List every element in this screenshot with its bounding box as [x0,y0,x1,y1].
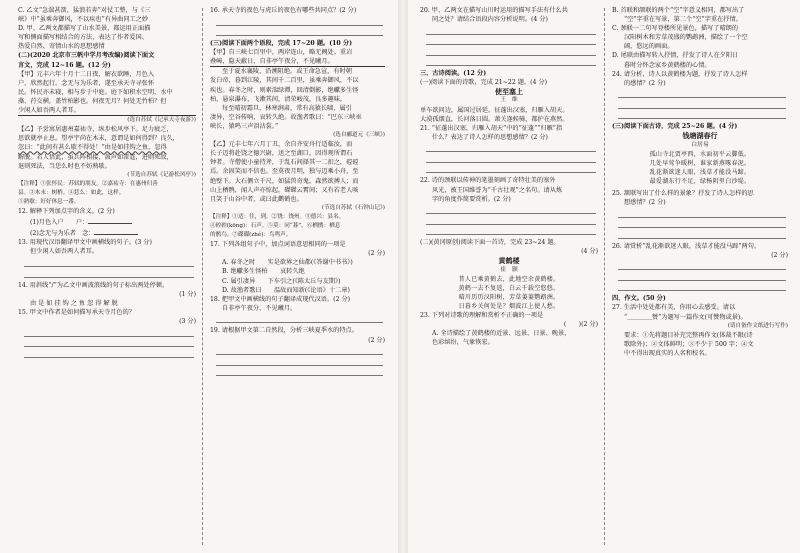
text-line: 每至晴初霜旦，林寒涧肃，常有高猿长啸，属引 [222,104,352,112]
column-divider [202,8,203,545]
poem-author: 王 维 [500,97,518,104]
text-line: 疾也。春冬之时，则素湍绿潭，回清倒影，绝巘多生怪 [210,86,359,94]
answer-line[interactable] [426,214,596,225]
answer-line[interactable] [426,152,596,163]
option-cont: 阔、悠远的画面。 [624,43,674,51]
question-14: 14. 用斜线“/”为乙文中画波浪线的句子标出两处停顿。 [18,281,169,289]
underlined-sentence: 叠嶂，隐天蔽日，自非亭午夜分，不见曦月。 [210,57,385,67]
underlined-sentence: 少闲人如吾两人者耳。 [18,106,196,116]
text-line: 且笑于山谷中者，或曰此鹳鹤也。 [210,195,303,203]
source-note: (选自苏轼《记承天寺夜游》) [127,117,196,124]
score: (2 分) [368,250,385,258]
answer-line[interactable] [426,45,596,56]
poem-title: 钱塘湖春行 [682,131,718,141]
answer-blank[interactable] [88,216,132,224]
question-26: 26. 请赏析“乱花渐欲迷人眼，浅草才能没马蹄”两句。 [612,242,761,250]
text-line: 发白帝，暮到江陵，其间千二百里，虽乘奔御风，不以 [210,77,359,85]
source-note: (选自郦道元《三峡》) [333,132,385,139]
poem-title: 黄鹤楼 [498,256,520,266]
question-item: (2)念无与为乐者 念： [18,227,196,238]
question-27-cont: “＿＿＿＿赞”为题写一篇作文(可赞物或景)。 [624,313,747,321]
answer-line[interactable] [618,218,786,229]
requirements: 歌除外)；②文体鲜明；③不少于 500 字；④文 [624,340,754,348]
column-3 [420,6,598,547]
question-item: (1)月色入户 户： [18,216,196,227]
text-line: 至于夏水襄陵，沿溯阻绝。或王命急宣，有时朝 [222,68,352,76]
text-line: 退则死法，当恁么时也不妨熟歇。 [18,162,111,170]
answer-line[interactable] [426,142,596,153]
answer-line[interactable] [216,15,383,26]
annotation: 县。③木末：树梢。④恁么：如此，这样。 [18,189,125,196]
requirements: 中不得出现真实的人名和校名。 [624,349,711,357]
score: (2 分) [368,336,385,344]
text-line: 【甲】自三峡七百里中，两岸连山，略无阙处。重岩 [210,49,353,57]
text-line: 【乙】元丰七年六月丁丑，余自齐安舟行适临汝，而 [210,141,353,149]
answer-line[interactable] [216,26,383,37]
poem-line: 昔人已乘黄鹤去，此地空余黄鹤楼。 [458,275,560,283]
option-c[interactable]: C. 属引凄异 下车引之(《陈太丘与友期》) [222,277,341,285]
text-line: 山上栖鹘，闻人声亦惊起，磔磔云霄间；又有若老人咳 [210,186,359,194]
answer-line[interactable] [426,163,596,174]
poem-line: 黄鹤一去不复返，白云千载空悠悠。 [458,284,560,292]
score: ( )(2 分) [563,321,598,329]
answer-line[interactable] [216,366,383,377]
text-line: 长子迈将赴饶之德兴尉，送之至湖口，因得观所谓石 [210,150,353,158]
section-heading: (三)阅读下面两个语段，完成 17~20 题。(10 分) [210,40,353,48]
option-c[interactable]: C. 颈联一二句写登楼所见景色，描写了晴朗的 [612,25,739,33]
annotation: 【注释】①适：往，到。②饶：饶州。③德兴：县名。 [210,213,345,220]
annotation: ④硿硿(kōng)：石声。⑤莫：同“暮”。⑥栖鹘：栖息 [210,222,341,229]
sub-heading: (一)阅读下面的诗歌，完成 21~22 题。(4 分) [420,79,548,87]
requirements: 要求：①先将题目补充完整再作文(体裁不限(诗 [624,331,753,339]
answer-line[interactable] [618,270,786,281]
text-line: 户，欣然起行。念无与为乐者，遂至承天寺寻张怀 [18,79,155,87]
poem-author: 白居易 [691,141,709,148]
text-line: 【乙】予尝寓居惠州嘉祐寺，纵步松风亭下。足力疲乏， [18,126,173,134]
answer-line[interactable] [216,313,383,324]
question-20-cont: 同之处？请结合语段内容分析说明。(4 分) [432,16,548,24]
poem-author: 崔 颢 [500,266,518,273]
answer-line[interactable] [24,347,194,358]
source-note: (节选自苏轼《石钟山记》) [321,204,385,211]
answer-line[interactable] [426,24,596,35]
text-line: D. 甲、乙两文都描写了山水美景，都运用正面描 [18,25,151,33]
option-a[interactable]: A. 全诗描绘了黄鹤楼的近景、远景、日景、晚景， [432,330,571,338]
answer-blank[interactable] [94,227,138,235]
poem-line: 孤山寺北贾亭西，水面初平云脚低。 [649,150,751,158]
poem-line: 最爱湖东行不足，绿杨阴里白沙堤。 [649,177,751,185]
question-17: 17. 下列各组句子中，加点词语意思相同的一项是 [210,241,346,249]
option-b[interactable]: B. 绝巘多生怪柏 哀转久绝 [222,268,305,276]
text-line: 写和侧面描写相结合的方法，表达了作者爱国、 [18,34,148,42]
option-d[interactable]: D. 故渔者歌曰 温故而知新(《论语》十二章) [222,286,350,294]
wavy-sentence: 忽曰：“此间有甚么歇不得处！”由是如挂钩之鱼，忽得 [18,144,167,152]
poem-line: 乱花渐欲迷人眼，浅草才能没马蹄。 [649,168,751,176]
question-22-cont: 风光，被王国维誉为“千古壮观”之名句。请从炼 [432,186,563,194]
answer-line[interactable] [618,228,786,239]
text-line: 藻、荇交横，盖竹柏影也。何夜无月？何处无竹柏？但 [18,97,167,105]
annotation: 【注释】①张怀民：苏轼的朋友。②嘉祐寺：在惠州归善 [18,180,158,187]
question-24-cont: 的感情？(2 分) [624,79,666,87]
answer-line[interactable] [426,56,596,67]
text-line: 钟者。寺僧使小童持斧，于乱石间择其一二扣之，硿硿 [210,159,359,167]
option-cont: “空”字重在写景，第二个“空”字重在抒情。 [624,16,742,24]
quoted-sentence: 自非亭午夜分，不见曦月。 [222,304,297,312]
question-18: 18. 把甲文中画横线的句子翻译成现代汉语。(2 分) [210,295,351,303]
page-fold [398,0,408,553]
poem-title: 使至塞上 [495,87,523,97]
column-1 [18,6,196,547]
question-22-cont: 字的角度作简要赏析。(2 分) [432,195,511,203]
column-divider [604,8,605,545]
section-heading: (二)(2020 北京市三帆中学月考改编)阅读下面文 [18,52,155,60]
question-19: 19. 请根据甲文第二自然段，分析三峡夏季水的特点。 [210,327,358,335]
question-27: 27. 生活中处处都有美，你用心去感受。请以 [612,304,736,312]
section-heading: 四、作文。(50 分) [612,295,666,303]
score: (4 分) [581,248,598,256]
score: (1 分) [179,290,196,298]
question-22: 22. 诗的颈联以传神的笔墨刻画了奇特壮美的塞外 [420,177,556,185]
option-a-cont: 色彩缤纷，气象恢宏。 [432,339,494,347]
text-line: 思欲就亭止息。望亭宇尚在木末，意谓是如何得到？良久， [18,135,179,143]
annotation: 的鹘鸟。⑦磔磔(zhé)：鸟鸣声。 [210,232,292,239]
column-2 [210,6,385,547]
note: (请自备作文纸进行写作) [727,322,788,329]
score: (2 分) [771,251,788,259]
sub-heading: (二)(黄冈原创)阅读下面一首诗，完成 23~24 题。 [420,239,560,247]
quoted-sentence: 由 是 如 挂 钩 之 鱼 忽 得 解 脱 [30,299,118,307]
answer-line[interactable] [426,225,596,236]
text-line: 绝壁下。大石侧立千尺，如猛兽奇鬼，森然欲搏人；而 [210,177,359,185]
option-d[interactable]: D. 尾联由描写转入抒情，抒发了诗人在夕阳日 [612,52,739,60]
option-cont: 汉阳树木和芳草茂盛的鹦鹉洲，描绘了一个空 [624,34,748,42]
answer-line[interactable] [24,337,194,348]
text-line: 【甲】元丰六年十月十二日夜，解衣欲睡，月色入 [18,70,155,78]
source-note: (节选自苏轼《记游松风亭》) [127,171,196,178]
text-line: 热爱自然、寄情山水的思想感情 [18,43,105,51]
text-line: 凄异，空谷传响，哀转久绝。故渔者歌曰：“巴东三峡巫 [210,113,362,121]
question-21: 21. “征蓬出汉塞，归雁入胡天”中的“征蓬”“归雁”指 [420,124,563,132]
poem-line: 晴川历历汉阳树，芳草萋萋鹦鹉洲。 [458,293,560,301]
text-line: 峡》中“虽乘奔御风，不以疾也”有异曲同工之妙 [18,16,149,24]
answer-line[interactable] [24,257,194,268]
answer-line[interactable] [618,88,786,99]
column-4 [612,6,788,547]
answer-line[interactable] [24,326,194,337]
answer-line[interactable] [618,207,786,218]
question-24: 24. 请分析，诗人以黄鹤楼为题，抒发了诗人怎样 [612,70,748,78]
option-cont: 暮时分怀念家乡黄鹤楼的心情。 [624,61,711,69]
section-heading: 三、古诗阅读。(12 分) [420,70,487,78]
text-line: 焉。余固笑而不信也。至莫夜月明，独与迈乘小舟，至 [210,168,359,176]
question-15: 15. 甲文中作者是如何描写承天寺月色的？ [18,308,135,316]
sub-heading: (三)阅读下面古诗，完成 25~26 题。(4 分) [612,123,738,131]
text-line: 解脱。若人悟此，虽兵阵相接，鼓声如雷霆，进则死敌， [18,153,173,161]
question-25-cont: 想感情？(2 分) [624,199,666,207]
answer-line[interactable] [618,281,786,292]
poem-line: 日暮乡关何处是？烟波江上使人愁。 [458,302,560,310]
answer-line[interactable] [618,109,786,120]
question-21-cont: 什么？表达了诗人怎样的思想感情？(2 分) [432,133,548,141]
poem-line: 大漠孤烟直，长河落日圆。萧关逢候骑，都护在燕然。 [420,115,569,123]
text-line: 峡长，猿鸣三声泪沾裳。” [210,122,279,130]
answer-line[interactable] [24,267,194,278]
text-line: 民。怀民亦未寝，相与步于中庭。庭下如积水空明，水中 [18,88,173,96]
question-16: 16. 承天寺的夜色与虎丘的夜色有哪些共同点？(2 分) [210,7,357,14]
answer-line[interactable] [426,204,596,215]
question-12: 12. 解释下列加点字的含义。(2 分) [18,208,115,216]
answer-line[interactable] [618,98,786,109]
question-25: 25. 颔联写出了什么样的景象？抒发了诗人怎样的思 [612,190,754,197]
section-heading: 言文，完成 12~16 题。(12 分) [18,61,111,69]
annotation: ⑤熟歇：好好休息一番。 [18,198,80,205]
question-20: 20. 甲、乙两文在描写山川时运用的描写手法有什么共 [420,7,568,14]
text-line: C. 乙文“急湍甚箭，猛浪若奔”对仗工整，与《三 [18,7,151,14]
option-b[interactable]: B. 首联和颔联的两个“空”字意义相同，都写出了 [612,7,745,14]
answer-line[interactable] [426,35,596,46]
score: (3 分) [179,317,196,325]
text-line: 柏，悬泉瀑布，飞漱其间，清荣峻茂，良多趣味。 [210,95,347,103]
poem-line: 几处早莺争暖树，谁家新燕啄春泥。 [649,159,751,167]
question-13: 13. 用现代汉语翻译甲文中画横线的句子。(3 分) [18,239,152,247]
answer-line[interactable] [216,345,383,356]
poem-line: 单车欲问边，属国过居延。征蓬出汉塞，归雁入胡天。 [420,106,569,114]
option-a[interactable]: A. 春冬之时 实是欲界之仙都(《答谢中书书》) [222,259,353,267]
answer-line[interactable] [216,355,383,366]
quoted-sentence: 但少闲人如吾两人者耳。 [30,248,99,256]
answer-line[interactable] [618,260,786,271]
question-23: 23. 下列对诗歌的理解和赏析不正确的一项是 [420,311,544,319]
